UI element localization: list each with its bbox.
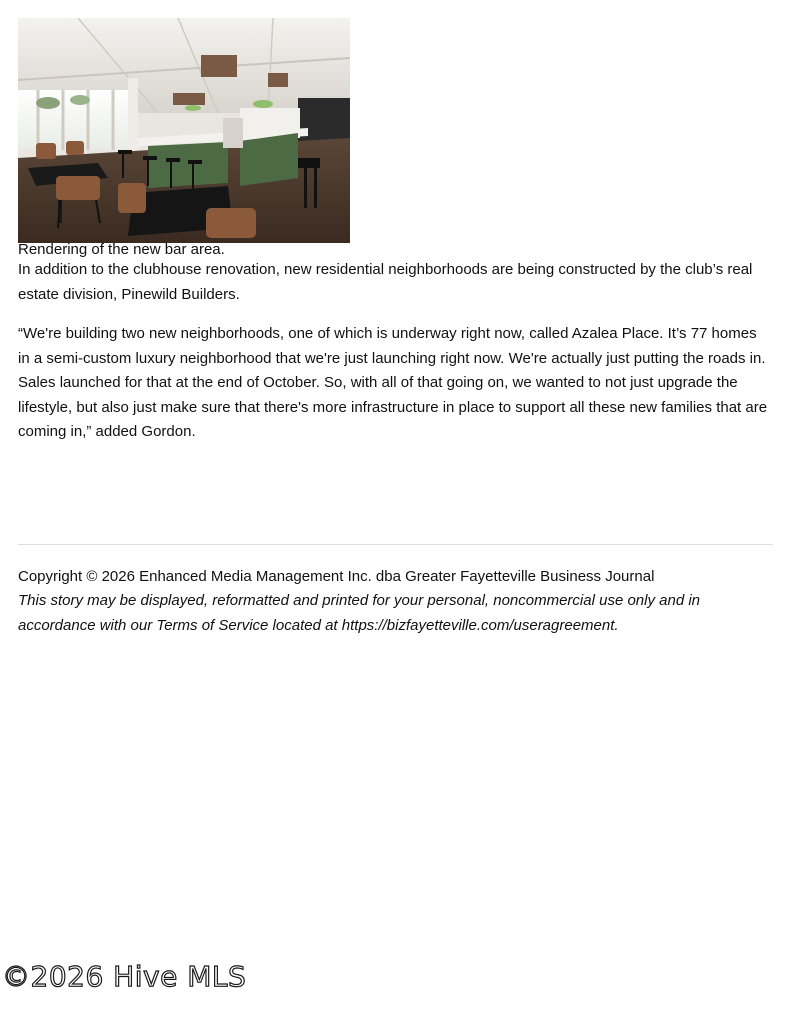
paragraph-line: lifestyle, but also just make sure that there's more infrastructure in place to support all these new families that are [18,398,768,416]
terms-line: This story may be displayed, reformatted and printed for your personal, noncommercial use only and in [18,592,701,609]
paragraph-line: In addition to the clubhouse renovation, new residential neighborhoods are being constructed by the club’s real [18,261,753,278]
copyright-notice: Copyright © 2026 Enhanced Media Management Inc. dba Greater Fayetteville Business Journal [18,568,655,585]
paragraph-line: in a semi-custom luxury neighborhood that we're just launching right now. We're actually just putting the roads in. [18,349,766,367]
article-paragraph-1 [18,258,778,307]
section-divider [18,544,773,545]
terms-notice [18,589,700,638]
image-caption: Rendering of the new bar area. [18,241,225,258]
terms-line: accordance with our Terms of Service located at https://bizfayetteville.com/useragreement. [18,616,619,634]
bar-rendering-image [18,18,350,243]
paragraph-line: “We're building two new neighborhoods, one of which is underway right now, called Azalea Place. It’s 77 homes [18,325,757,342]
paragraph-line: estate division, Pinewild Builders. [18,285,240,303]
article-paragraph-2 [18,322,778,445]
mls-watermark: ©2026 Hive MLS [2,960,247,993]
paragraph-line: Sales launched for that at the end of October. So, with all of that going on, we wanted to not just upgrade the [18,374,738,391]
paragraph-line: coming in,” added Gordon. [18,423,196,440]
bar-rendering-illustration [18,18,350,243]
